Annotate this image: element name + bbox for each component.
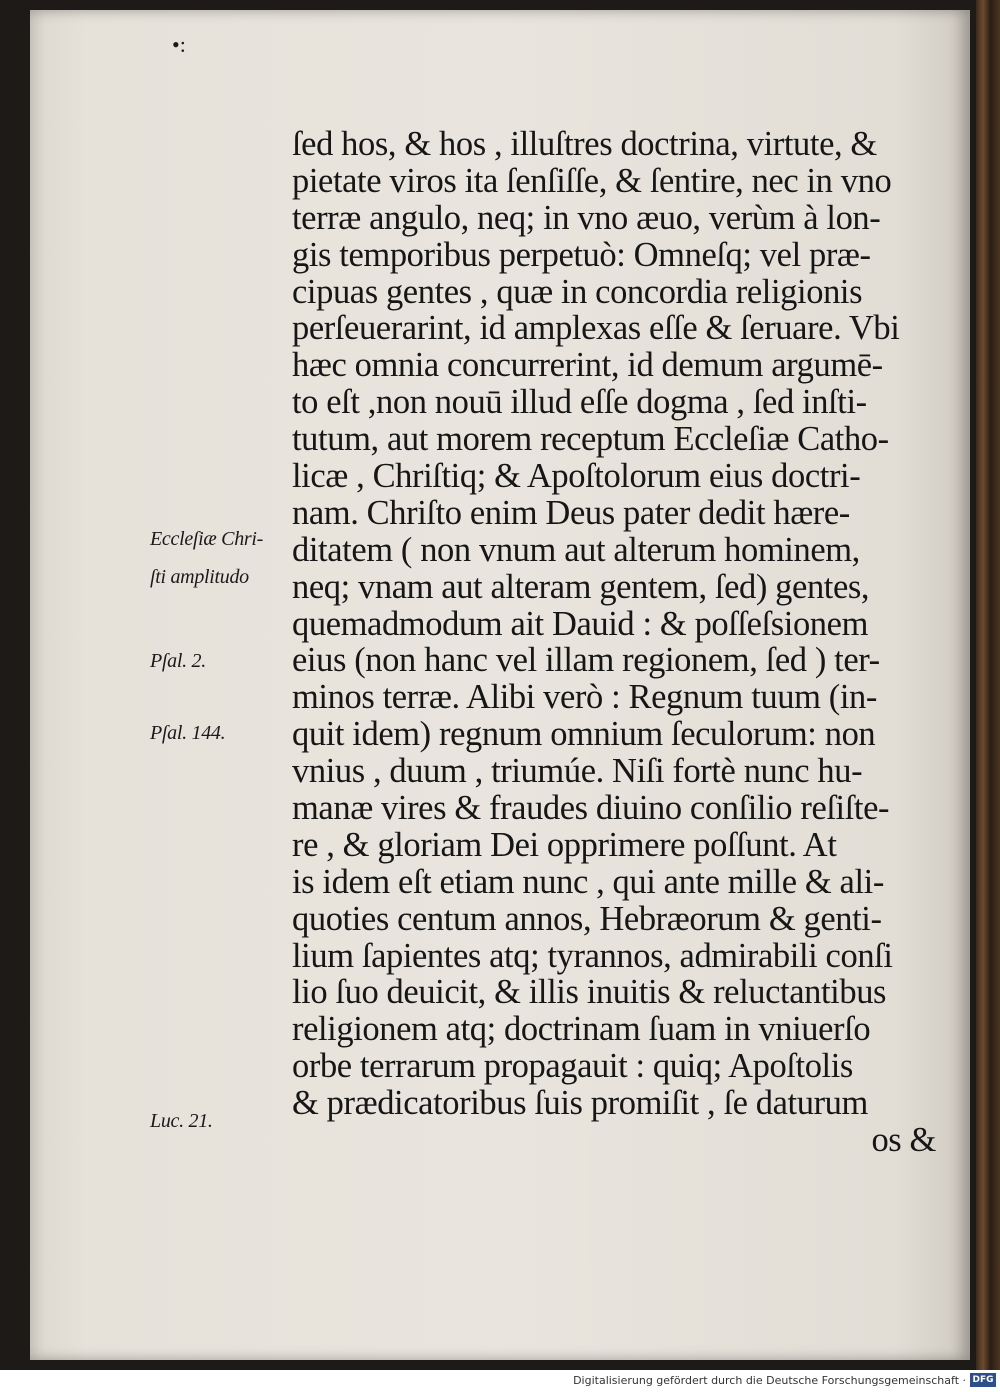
text-line: gis temporibus perpetuò: Omneſq; vel præ- [292,235,871,274]
text-line: ſed hos, & hos , illuſtres doctrina, virtute, & [292,125,877,163]
corner-mark: •: [172,32,186,57]
margin-note-psal-144: Pſal. 144. [150,722,226,744]
footer-bar [0,1370,1000,1392]
text-line: is idem eſt etiam nunc , qui ante mille & ali- [292,862,884,901]
text-line: lium ſapientes atq; tyrannos, admirabili conſi [292,936,893,975]
dfg-logo: DFG [970,1373,996,1387]
text-line: terræ angulo, neq; in vno æuo, verùm à lon- [292,198,881,237]
text-line: hæc omnia concurrerint, id demum argumē- [292,346,883,385]
catchword: os & [871,1121,936,1160]
text-line: re , & gloriam Dei opprimere poſſunt. At [292,825,837,864]
text-line: to eſt ,non nouū illud eſſe dogma , ſed inſti- [292,383,867,422]
digitization-credit: Digitalisierung gefördert durch die Deutsche Forschungsgemeinschaft · [573,1374,966,1387]
main-text-block [292,126,952,1159]
book-edge [976,0,1000,1370]
text-line: nam. Chriſto enim Deus pater dedit hære- [292,493,850,532]
text-line: quoties centum annos, Hebræorum & genti- [292,899,882,938]
text-line: perſeuerarint, id amplexas eſſe & ſeruare. Vbi [292,309,900,348]
text-line: manæ vires & fraudes diuino conſilio reſiſte- [292,789,890,828]
text-line: vnius , duum , triumúe. Niſi fortè nunc hu- [292,752,863,791]
text-line: eius (non hanc vel illam regionem, ſed ) ter- [292,641,880,680]
text-line: lio ſuo deuicit, & illis inuitis & reluctantibus [292,973,887,1012]
text-line: tutum, aut morem receptum Eccleſiæ Catho- [292,420,889,459]
margin-note-psal-2: Pſal. 2. [150,650,206,672]
text-line: quit idem) regnum omnium ſeculorum: non [292,715,876,754]
text-line: cipuas gentes , quæ in concordia religionis [292,272,863,311]
margin-note-luc-21: Luc. 21. [150,1110,213,1132]
text-line: licæ , Chriſtiq; & Apoſtolorum eius doctri- [292,457,861,496]
text-line: religionem atq; doctrinam ſuam in vniuerſo [292,1010,871,1049]
margin-note-ecclesiae: Eccleſiæ Chri- [150,528,263,550]
text-line: pietate viros ita ſenſiſſe, & ſentire, nec in vno [292,161,892,200]
text-line: & prædicatoribus ſuis promiſit , ſe daturum [292,1084,868,1123]
text-line: minos terræ. Alibi verò : Regnum tuum (in- [292,678,877,717]
text-line: neq; vnam aut alteram gentem, ſed) gentes, [292,567,870,606]
margin-note-amplitudo: ſti amplitudo [150,566,249,588]
text-line: orbe terrarum propagauit : quiq; Apoſtolis [292,1047,853,1086]
text-line: quemadmodum ait Dauid : & poſſeſsionem [292,604,869,643]
text-line: ditatem ( non vnum aut alterum hominem, [292,530,860,569]
